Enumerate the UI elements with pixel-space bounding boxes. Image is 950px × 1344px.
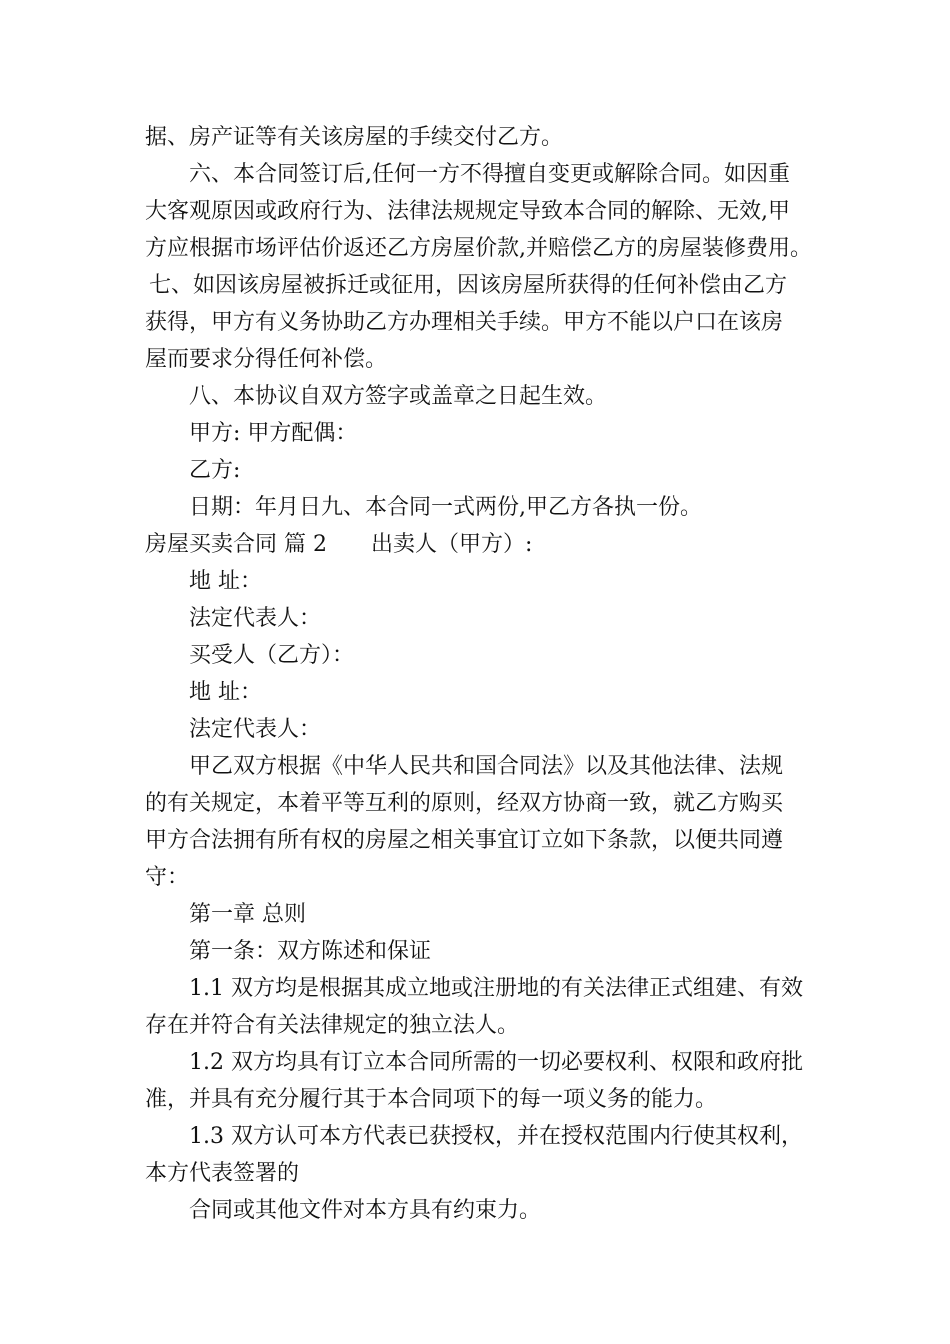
preamble-line: 甲方合法拥有所有权的房屋之相关事宜订立如下条款，以便共同遵 [145, 828, 784, 853]
clause-seven-line: 七、如因该房屋被拆迁或征用，因该房屋所获得的任何补偿由乙方 [149, 273, 788, 298]
preamble-line: 的有关规定，本着平等互利的原则，经双方协商一致，就乙方购买 [145, 791, 784, 816]
party-b-signature-line: 乙方: [189, 458, 241, 483]
section-heading [145, 526, 820, 563]
legal-rep-field-label: 法定代表人： [189, 606, 322, 631]
date-line: 日期：年月日九、本合同一式两份,甲乙方各执一份。 [189, 495, 702, 520]
party-a-signature-line: 甲方: 甲方配偶： [189, 421, 358, 446]
clause-1-2-line: 准，并具有充分履行其于本合同项下的每一项义务的能力。 [145, 1087, 718, 1112]
clause-eight-line: 八、本协议自双方签字或盖章之日起生效。 [189, 384, 608, 409]
seller-label: 出卖人（甲方）: [370, 532, 533, 557]
address-field-label: 地 址： [189, 680, 262, 705]
clause-1-3-line: 合同或其他文件对本方具有约束力。 [189, 1198, 542, 1223]
preamble-line: 守： [145, 865, 190, 890]
clause-1-3-line: 1.3 双方认可本方代表已获授权，并在授权范围内行使其权利， [189, 1124, 803, 1149]
paragraph-line: 获得，甲方有义务协助乙方办理相关手续。甲方不能以户口在该房 [145, 310, 784, 335]
paragraph-line: 据、房产证等有关该房屋的手续交付乙方。 [145, 125, 564, 150]
clause-1-2-line: 1.2 双方均具有订立本合同所需的一切必要权利、权限和政府批 [189, 1050, 803, 1075]
preamble-line: 甲乙双方根据《中华人民共和国合同法》以及其他法律、法规 [189, 754, 784, 779]
chapter-heading: 第一章 总则 [189, 902, 306, 927]
legal-rep-field-label: 法定代表人： [189, 717, 322, 742]
buyer-label: 买受人（乙方）： [189, 643, 355, 668]
paragraph-line: 大客观原因或政府行为、法律法规规定导致本合同的解除、无效,甲 [145, 199, 790, 224]
clause-six-line: 六、本合同签订后,任何一方不得擅自变更或解除合同。如因重 [189, 162, 790, 187]
paragraph-line: 方应根据市场评估价返还乙方房屋价款,并赔偿乙方的房屋装修费用。 [145, 236, 812, 261]
clause-1-1-line: 1.1 双方均是根据其成立地或注册地的有关法律正式组建、有效 [189, 976, 803, 1001]
address-field-label: 地 址： [189, 569, 262, 594]
document-body [145, 119, 820, 1229]
article-heading: 第一条：双方陈述和保证 [189, 939, 432, 964]
paragraph-line: 屋而要求分得任何补偿。 [145, 347, 388, 372]
clause-1-3-line: 本方代表签署的 [145, 1161, 300, 1186]
clause-1-1-line: 存在并符合有关法律规定的独立法人。 [145, 1013, 520, 1038]
section-title: 房屋买卖合同 篇 2 [145, 532, 327, 557]
